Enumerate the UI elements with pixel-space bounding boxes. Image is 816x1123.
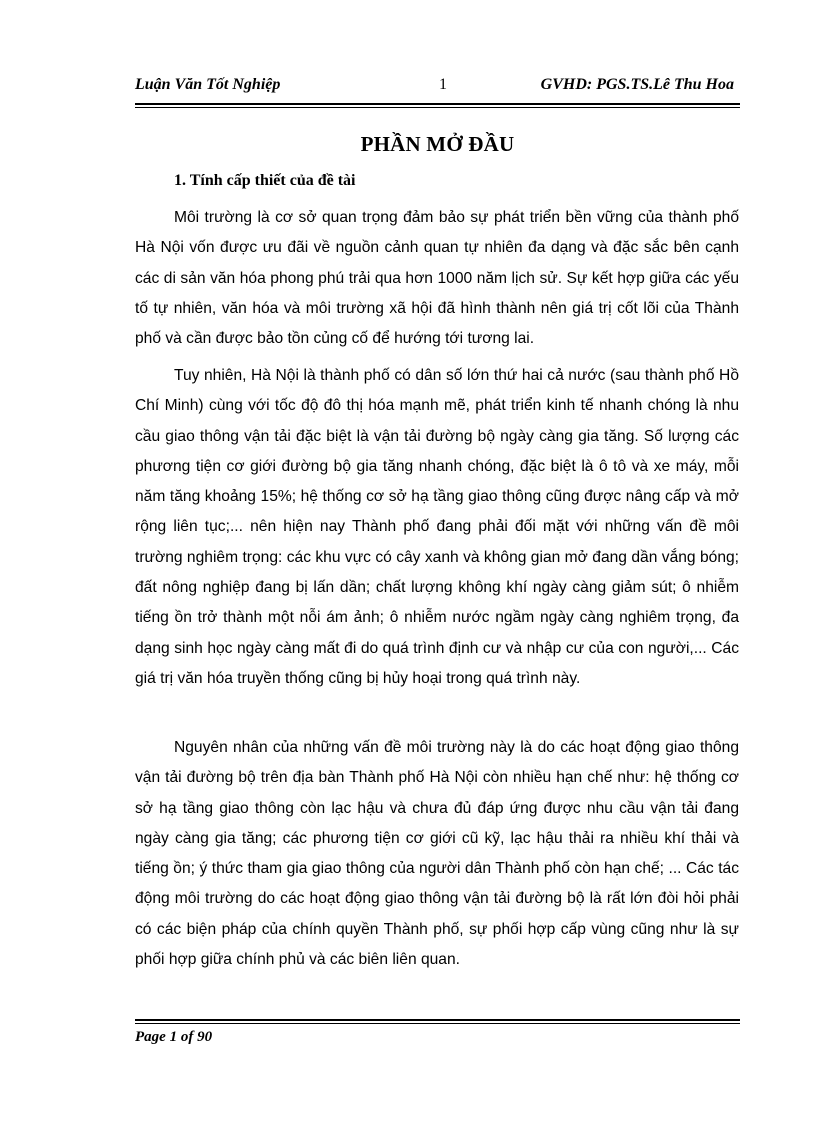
paragraph-text: Môi trường là cơ sở quan trọng đảm bảo sự phát triển bền vững của thành phố Hà Nội vốn được ưu đãi về nguồn cảnh quan tự nhiên đa dạng và đặc sắc bên cạnh các di sản văn hóa phong phú trải qua hơn 1000 năm lịch sử. Sự kết hợp giữa các yếu tố tự nhiên, văn hóa và môi trường xã hội đã hình thành nên giá trị cốt lõi của Thành phố và cần được bảo tồn củng cố để hướng tới tương lai. [135,209,739,348]
footer-page-label: Page 1 of 90 [135,1029,213,1045]
body-paragraph-1 [135,203,739,354]
section-heading: 1. Tính cấp thiết của đề tài [174,172,356,189]
body-paragraph-2 [135,361,739,694]
page-header [135,74,740,96]
header-rule [135,103,740,108]
body-paragraph-3 [135,733,739,975]
header-supervisor: GVHD: PGS.TS.Lê Thu Hoa [540,76,734,93]
paragraph-text: Tuy nhiên, Hà Nội là thành phố có dân số lớn thứ hai cả nước (sau thành phố Hồ Chí Minh) cùng với tốc độ đô thị hóa mạnh mẽ, phát triển kinh tế nhanh chóng là nhu cầu giao thông vận tải đặc biệt là vận tải đường bộ ngày càng gia tăng. Số lượng các phương tiện cơ giới đường bộ gia tăng nhanh chóng, đặc biệt là ô tô và xe máy, mỗi năm tăng khoảng 15%; hệ thống cơ sở hạ tầng giao thông cũng được nâng cấp và mở rộng liên tục;... nên hiện nay Thành phố đang phải đối mặt với những vấn đề môi trường nghiêm trọng: các khu vực có cây xanh và không gian mở đang dần vắng bóng; đất nông nghiệp đang bị lấn dần; chất lượng không khí ngày càng giảm sút; ô nhiễm tiếng ồn trở thành một nỗi ám ảnh; ô nhiễm nước ngầm ngày càng nghiêm trọng, đa dạng sinh học ngày càng mất đi do quá trình định cư và nhập cư của con người,... Các giá trị văn hóa truyền thống cũng bị hủy hoại trong quá trình này. [135,367,739,687]
paragraph-text: Nguyên nhân của những vấn đề môi trường này là do các hoạt động giao thông vận tải đường bộ trên địa bàn Thành phố Hà Nội còn nhiều hạn chế như: hệ thống cơ sở hạ tầng giao thông còn lạc hậu và chưa đủ đáp ứng được nhu cầu vận tải đang ngày càng gia tăng; các phương tiện cơ giới cũ kỹ, lạc hậu thải ra nhiều khí thải và tiếng ồn; ý thức tham gia giao thông của người dân Thành phố còn hạn chế; ... Các tác động môi trường do các hoạt động giao thông vận tải đường bộ là rất lớn đòi hỏi phải có các biện pháp của chính quyền Thành phố, sự phối hợp cấp vùng cũng như là sự phối hợp giữa chính phủ và các biên liên quan. [135,739,739,969]
footer-rule [135,1019,740,1024]
header-thesis-label: Luận Văn Tốt Nghiệp [135,76,281,93]
page-title: PHẦN MỞ ĐẦU [360,132,515,156]
header-page-number: 1 [439,76,447,93]
